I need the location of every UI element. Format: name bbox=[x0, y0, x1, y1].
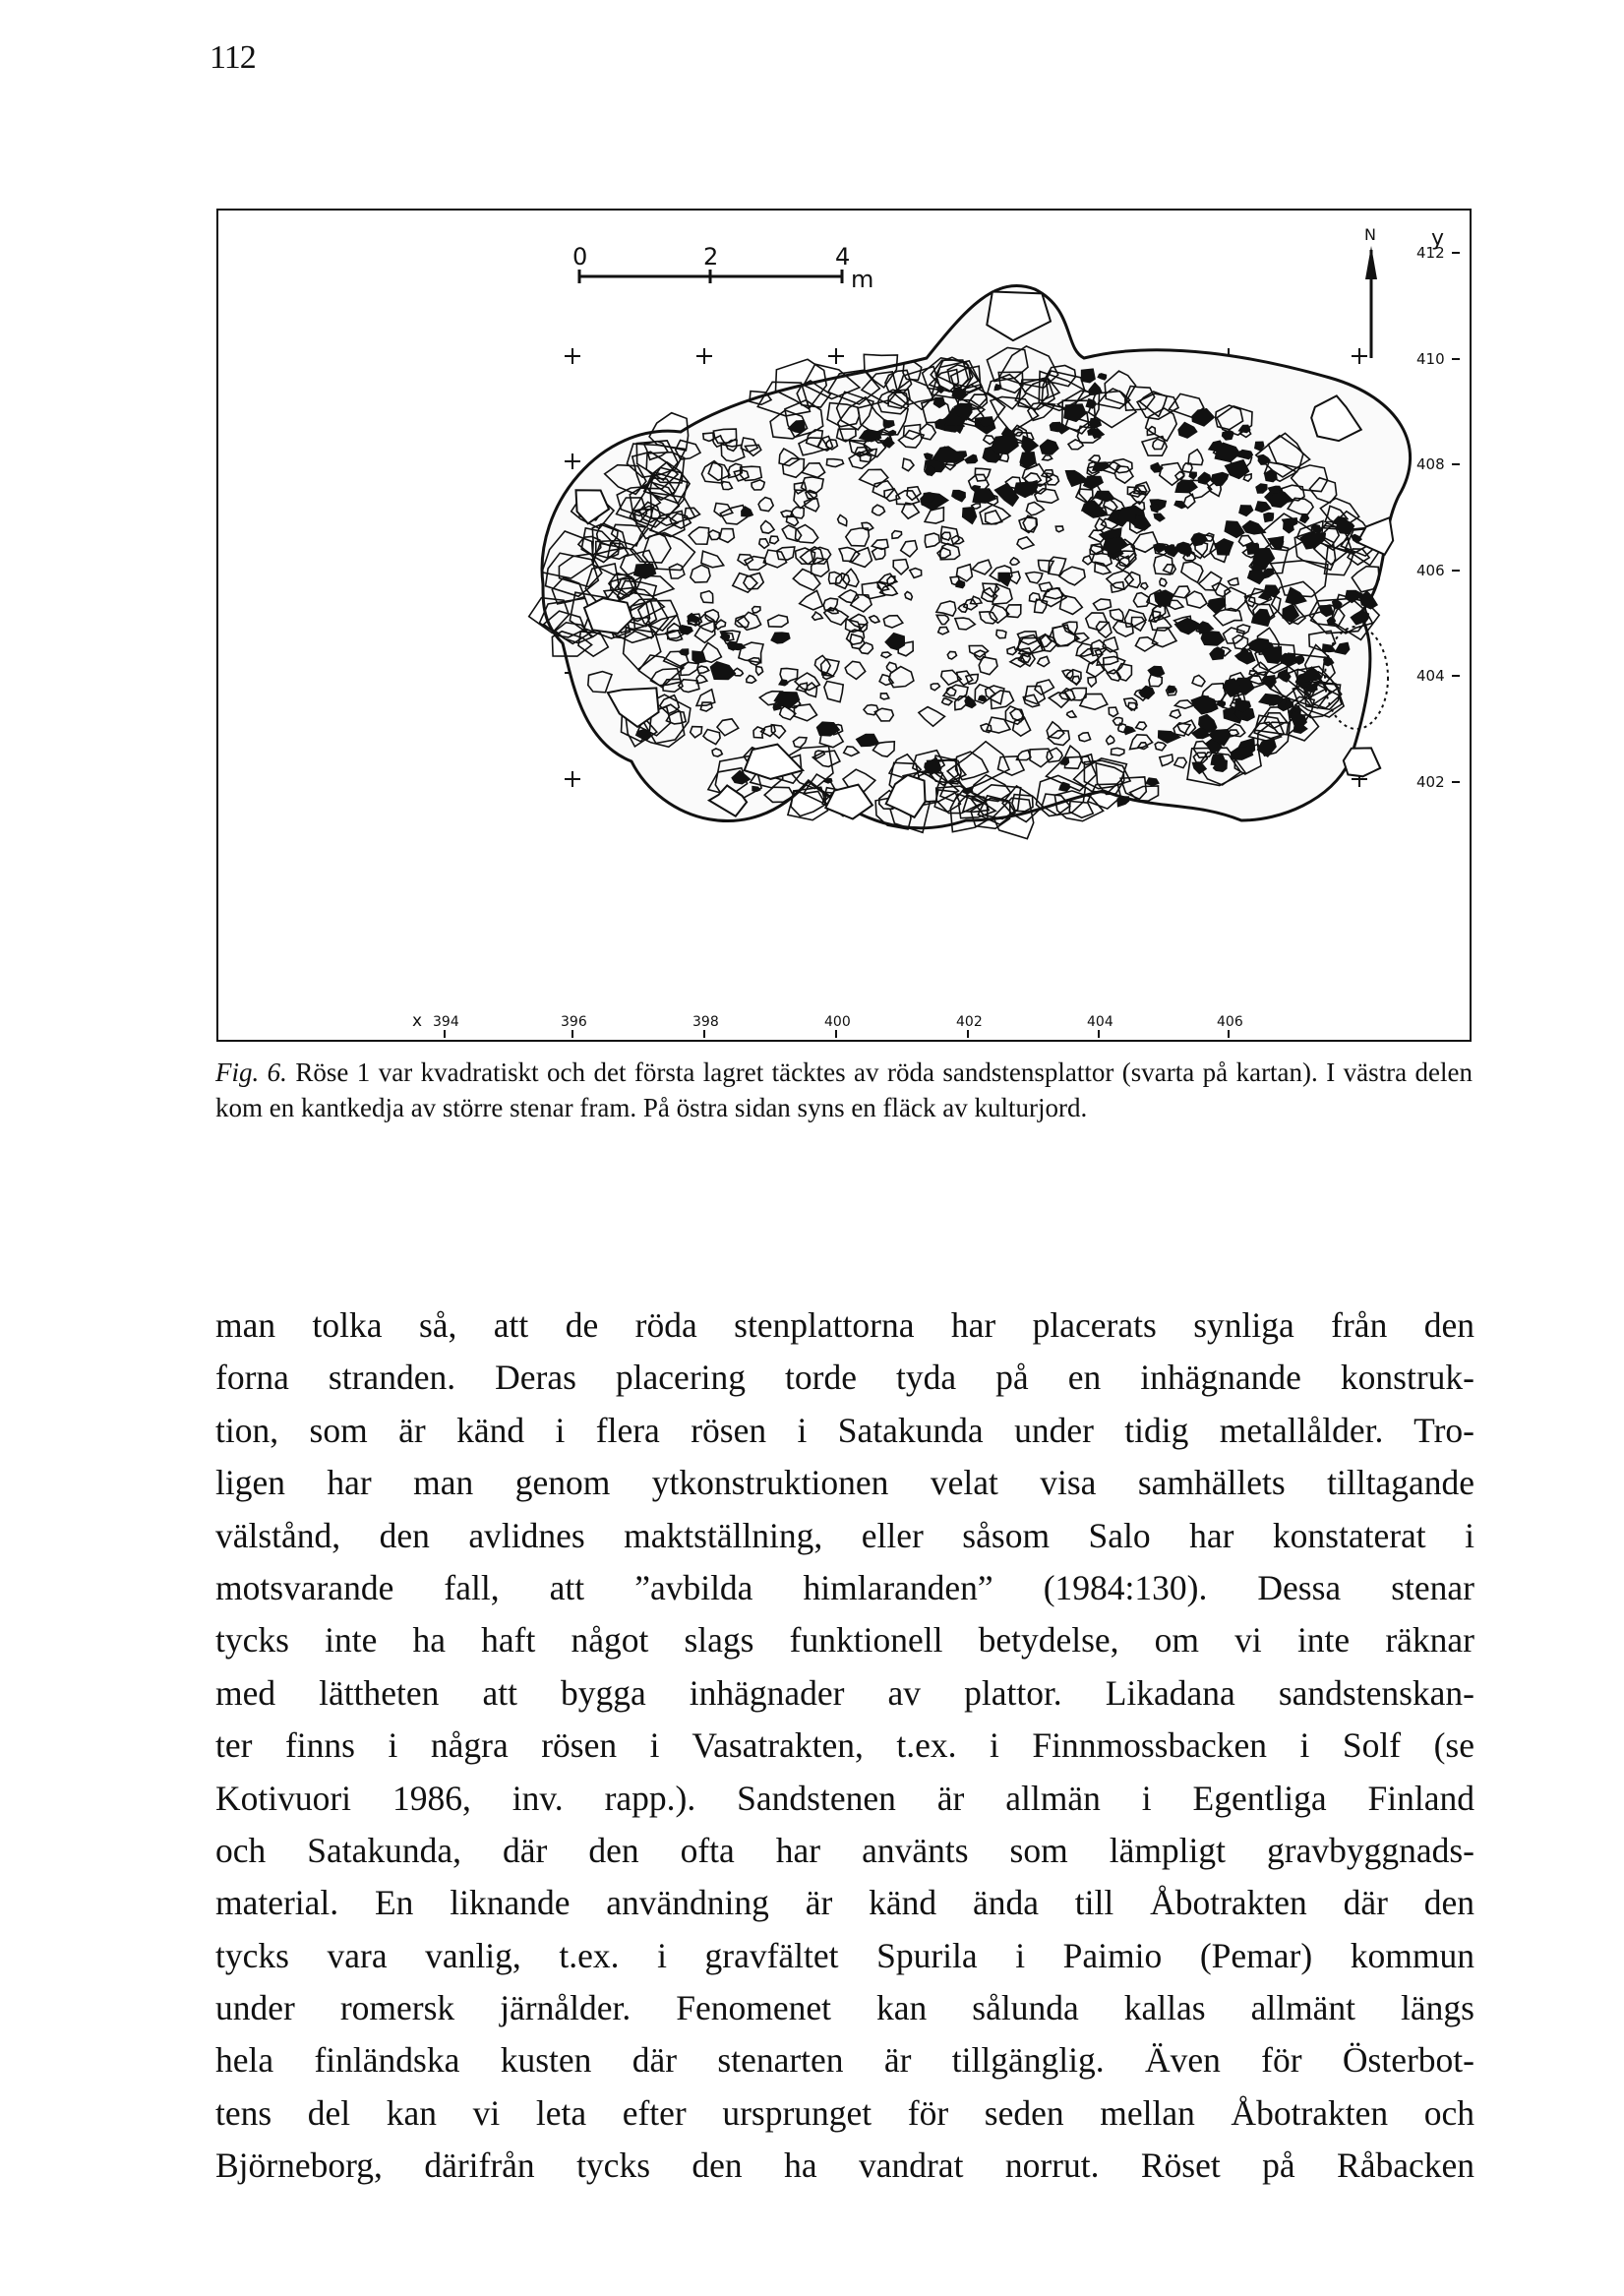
figure-label: Fig. 6. bbox=[215, 1057, 287, 1087]
body-line: Kotivuori 1986, inv. rapp.). Sandstenen är allmän i Egentliga Finland bbox=[215, 1778, 1474, 1818]
scale-tick-4: 4 bbox=[835, 243, 851, 271]
x-axis-ticks bbox=[433, 1014, 1243, 1038]
figure-caption bbox=[215, 1055, 1473, 1125]
stone-cairn-map bbox=[218, 211, 1470, 1040]
north-label: N bbox=[1364, 225, 1376, 244]
y-tick-label: 408 bbox=[1416, 455, 1445, 473]
x-tick-label: 394 bbox=[433, 1014, 459, 1030]
body-line: tion, som är känd i flera rösen i Satakunda under tidig metallålder. Tro- bbox=[215, 1410, 1474, 1450]
body-line: tycks inte ha haft något slags funktionell betydelse, om vi inte räknar bbox=[215, 1620, 1474, 1661]
body-line: tens del kan vi leta efter ursprunget för seden mellan Åbotrakten och bbox=[215, 2092, 1474, 2133]
y-axis-label: y bbox=[1431, 226, 1445, 251]
north-arrow bbox=[1364, 225, 1377, 358]
scale-bar bbox=[572, 243, 873, 293]
x-tick-label: 400 bbox=[824, 1014, 851, 1030]
cairn-stones bbox=[529, 285, 1411, 838]
figure-frame bbox=[216, 209, 1472, 1042]
x-tick-label: 396 bbox=[561, 1014, 587, 1030]
scale-unit: m bbox=[851, 266, 874, 293]
body-line: material. En liknande användning är känd ända till Åbotrakten där den bbox=[215, 1883, 1474, 1923]
caption-text: Röse 1 var kvadratiskt och det första lagret täcktes av röda sandstensplattor (svarta på kartan). I västra delen kom en kantkedja av större stenar fram. På östra sidan syns en fläck av kulturjord. bbox=[215, 1057, 1474, 1122]
y-axis-ticks bbox=[1416, 244, 1460, 791]
grid-cross bbox=[696, 348, 712, 364]
grid-cross bbox=[565, 771, 580, 787]
body-line: hela finländska kusten där stenarten är tillgänglig. Även för Österbot- bbox=[215, 2040, 1474, 2081]
body-line: tycks vara vanlig, t.ex. i gravfältet Spurila i Paimio (Pemar) kommun bbox=[215, 1935, 1474, 1975]
grid-cross bbox=[828, 348, 844, 364]
y-tick-label: 402 bbox=[1416, 773, 1445, 791]
grid-cross bbox=[565, 453, 580, 469]
body-line: ligen har man genom ytkonstruktionen velat visa samhällets tilltagande bbox=[215, 1463, 1474, 1503]
x-tick-label: 398 bbox=[692, 1014, 719, 1030]
y-tick-label: 412 bbox=[1416, 244, 1445, 262]
large-stone bbox=[1344, 748, 1380, 776]
y-tick-label: 404 bbox=[1416, 667, 1445, 685]
body-line: forna stranden. Deras placering torde tyda på en inhägnande konstruk- bbox=[215, 1358, 1474, 1398]
body-line: ter finns i några rösen i Vasatrakten, t.ex. i Finnmossbacken i Solf (se bbox=[215, 1725, 1474, 1766]
x-tick-label: 402 bbox=[956, 1014, 983, 1030]
body-line: Björneborg, därifrån tycks den ha vandrat norrut. Röset på Råbacken bbox=[215, 2145, 1474, 2186]
x-tick-label: 406 bbox=[1217, 1014, 1243, 1030]
body-line: motsvarande fall, att ”avbilda himlaranden” (1984:130). Dessa stenar bbox=[215, 1567, 1474, 1607]
x-axis-label: x bbox=[412, 1011, 423, 1031]
scale-tick-0: 0 bbox=[572, 243, 588, 271]
y-tick-label: 406 bbox=[1416, 562, 1445, 579]
body-paragraph bbox=[215, 1299, 1474, 2193]
grid-cross bbox=[565, 348, 580, 364]
grid-cross bbox=[1352, 348, 1367, 364]
body-line: med lättheten att bygga inhägnader av plattor. Likadana sandstenskan- bbox=[215, 1672, 1474, 1713]
page-number: 112 bbox=[210, 39, 256, 76]
scale-tick-2: 2 bbox=[703, 243, 719, 271]
body-line: man tolka så, att de röda stenplattorna har placerats synliga från den bbox=[215, 1305, 1474, 1345]
sandstone-slab bbox=[1116, 796, 1129, 808]
y-tick-label: 410 bbox=[1416, 350, 1445, 368]
body-line: under romersk järnålder. Fenomenet kan sålunda kallas allmänt längs bbox=[215, 1988, 1474, 2028]
body-line: och Satakunda, där den ofta har använts som lämpligt gravbyggnads- bbox=[215, 1830, 1474, 1870]
x-tick-label: 404 bbox=[1087, 1014, 1113, 1030]
body-line: välstånd, den avlidnes maktställning, eller såsom Salo har konstaterat i bbox=[215, 1515, 1474, 1555]
